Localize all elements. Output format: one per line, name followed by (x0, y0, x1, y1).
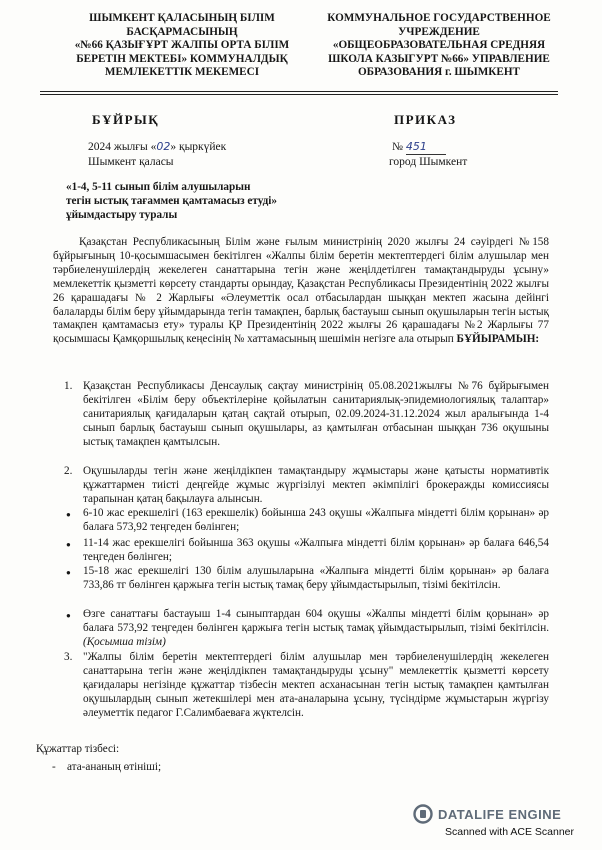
item-3-text: "Жалпы білім беретін мектептердегі білім алушылар мен тәрбиеленушілердің жекелеген санаттарына тегін және жеңілдікпен тамақтандыруды ұсыну" мемлекеттік қызметті көрсету қағидалары негізінде құжаттар тізбесін мектеп асханасынан тегін ыстық тамақпен қамтылған оқушылардың сынып жетекшілері мен ата-аналарына ұсыну, түсіндірме жұмыстарын жүргізу әлеуметтік педагог Г.Салимбаеваға жүктелсін. (83, 651, 549, 719)
bullet-item-1: 6-10 жас ерекшелігі (163 ерекшелік) бойынша 243 оқушы «Жалпыға міндетті білім қорынан» әр балаға 573,92 теңгеден бөлінген; (83, 507, 549, 533)
order-city-kz: Шымкент қаласы (88, 156, 174, 168)
docs-dash: - (52, 761, 56, 773)
bullet-icon: ● (66, 540, 71, 549)
header-divider-thin (40, 94, 558, 95)
item-1-number: 1. (64, 380, 73, 392)
header-left-line: БЕРЕТІН МЕКТЕБІ» КОММУНАЛДЫҚ (76, 52, 288, 65)
order-title-kz: БҰЙРЫҚ (92, 112, 160, 127)
order-subject (66, 180, 386, 222)
order-subject-line: тегін ыстық тағаммен қамтамасыз етуді» (66, 195, 277, 207)
datalife-brand: DATALIFE ENGINE (438, 807, 562, 822)
datalife-logo (413, 804, 433, 829)
header-left-kz (64, 12, 300, 80)
bullet-icon: ● (66, 510, 71, 519)
docs-item-1: ата-ананың өтініші; (67, 761, 162, 773)
bullet-item-2: 11-14 жас ерекшелігі бойынша 363 оқушы «Жалпыға міндетті білім қорынан» әр балаға 646,54 теңгеден бөлінген; (83, 537, 549, 563)
header-left-line: «№66 ҚАЗЫҒҰРТ ЖАЛПЫ ОРТА БІЛІМ (74, 39, 290, 52)
item-2-text: Оқушыларды тегін және жеңілдікпен тамақтандыру жұмыстары және қатысты нормативтік құжаттармен тиісті деңгейде жұмыс жүргізілуі мектеп әкімпілігі брокеражды комиссиясы тарапынан қатаң бақылауға алынсын. (83, 465, 549, 505)
header-right-line: УЧРЕЖДЕНИЕ (398, 25, 480, 38)
item-1-text: Қазақстан Республикасы Денсаулық сақтау министрінің 05.08.2021жылғы №76 бұйрығымен бекітілген «Білім беру объектілеріне қойылатын санитариялық-эпидемиологиялық талаптар» санитариялық қағидаларын қатаң сақтай отырып, 02.09.2024-31.12.2024 жыл аралығында 1-4 сынып барлық бастауыш сынып оқушылары, аз қамтылған отбасынан шыққан 736 оқушыны ыстық тамақпен қамтылсын. (83, 380, 549, 448)
header-left-line: БАСҚАРМАСЫНЫҢ (126, 25, 238, 38)
header-divider (40, 91, 558, 92)
scanner-watermark: Scanned with ACE Scanner (445, 826, 574, 838)
order-city-ru: город Шымкент (389, 156, 468, 168)
bullet-item-4-note: (Қосымша тізім) (83, 635, 166, 648)
header-right-line: «ОБЩЕОБРАЗОВАТЕЛЬНАЯ СРЕДНЯЯ (332, 39, 546, 52)
item-3-number: 3. (64, 651, 73, 663)
bullet-item-4-text: Өзге санаттағы бастауыш 1-4 сыныптардан 604 оқушы «Жалпы міндетті білім қорынан» әр балаға 573,92 теңгеден бөлінген қаржыға тегін ыстық тамақ ұйымдастырылып, тізімі бекітілсін. (83, 608, 549, 634)
header-left-line: ШЫМКЕНТ ҚАЛАСЫНЫҢ БІЛІМ (89, 12, 275, 24)
bullet-item-3: 15-18 жас ерекшелігі 130 білім алушыларына «Жалпыға міндетті білім қорынан» әр балаға 733,86 тг бөлінген қаржыға тегін ыстық тамақ беру ұйымдастырылып, тізімі бекітілсін. (83, 565, 549, 591)
order-date-day: 02 (156, 140, 171, 153)
header-right-line: КОММУНАЛЬНОЕ ГОСУДАРСТВЕННОЕ (327, 12, 551, 24)
order-title-ru: ПРИКАЗ (394, 112, 457, 127)
header-right-line: ШКОЛА КАЗЫГУРТ №66» УПРАВЛЕНИЕ (328, 52, 550, 65)
order-number-prefix: № (392, 141, 403, 153)
order-date-suffix: » қыркүйек (170, 141, 227, 153)
header-right-line: ОБРАЗОВАНИЯ г. ШЫМКЕНТ (357, 66, 520, 79)
item-2-number: 2. (64, 465, 73, 477)
header-left-line: МЕМЛЕКЕТТІК МЕКЕМЕСІ (104, 66, 260, 79)
preamble (53, 236, 549, 347)
order-date-prefix: 2024 жылғы « (88, 141, 157, 153)
order-number-value: 451 (406, 140, 446, 155)
datalife-logo-icon (413, 804, 433, 824)
bullet-icon: ● (66, 611, 71, 620)
bullet-icon: ● (66, 568, 71, 577)
bullet-item-4 (83, 608, 549, 650)
preamble-text: Қазақстан Республикасының Білім және ғылым министрінің 2020 жылғы 24 сәуірдегі №158 бұйрығының 10-қосымшасымен бекітілген «Жалпы білім беретін мектептердегі білім алушылар мен тәрбиеленушілердің жекелеген санаттарына тегін және жеңілдетілген тамақтандыруды ұсыну» мемлекеттік қызметті көрсету стандарты орындау, Қазақстан Республикасы Президентінің 2022 жылғы 26 қарашадағы № 2 Жарлығы «Әлеуметтік осал отбасылардан шыққан мектеп жасына дейінгі балаларды білім беру ұйымдарында тегін тамақпен, барлық бастауыш сынып оқушыларын тегін ыстық тамақпен қамтамасыз ету» туралы ҚР Президентінің 2022 жылғы 26 қарашадағы №2 Жарлығы 77 қосымшасы Қамқоршылық кеңесінің № хаттамасының шешімін негізге ала отырып (53, 236, 549, 346)
order-subject-line: ұйымдастыру туралы (66, 209, 178, 221)
order-date (88, 140, 226, 154)
decree-word: БҰЙЫРАМЫН: (456, 333, 540, 346)
order-number (392, 140, 446, 155)
header-right-ru (308, 12, 570, 80)
docs-label: Құжаттар тізбесі: (36, 743, 120, 755)
order-subject-line: «1-4, 5-11 сынып білім алушыларын (66, 181, 251, 193)
